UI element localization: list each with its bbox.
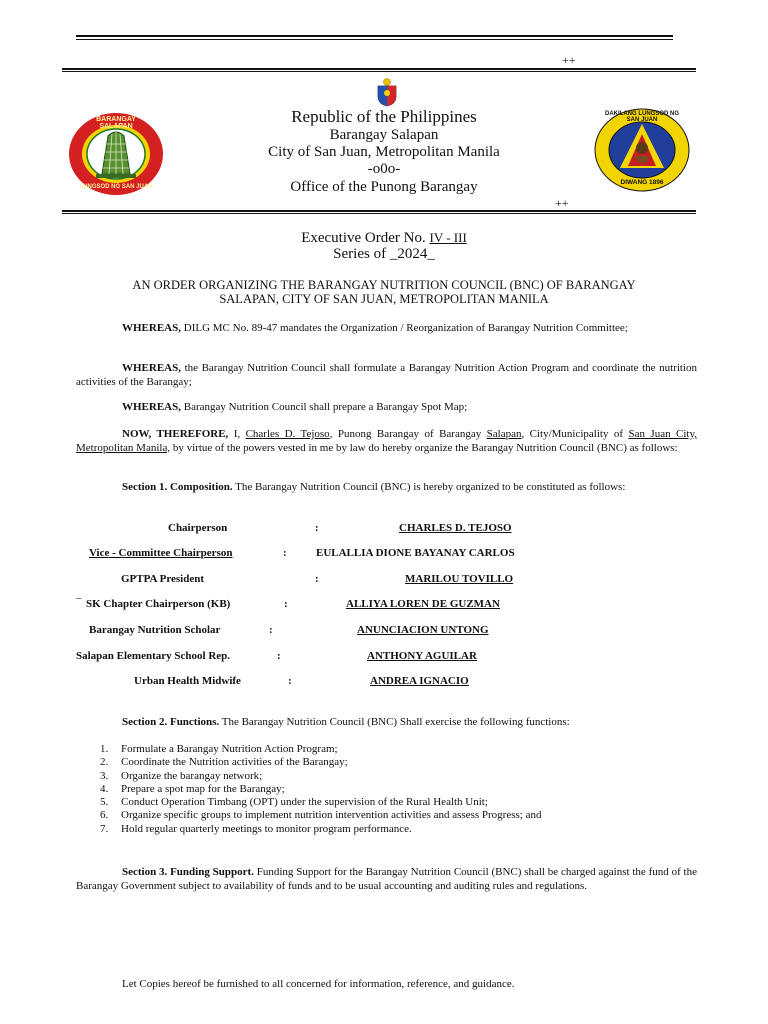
member-name: ANTHONY AGUILAR <box>367 650 477 662</box>
header-top-line-a <box>62 68 696 70</box>
member-role: SK Chapter Chairperson (KB) <box>86 598 231 610</box>
top-rule-1 <box>76 35 673 37</box>
left-seal-top-text: BARANGAY SALAPAN <box>96 116 136 130</box>
member-colon: : <box>284 598 288 610</box>
member-colon: : <box>283 547 287 559</box>
header-top-marks: ++ <box>562 53 576 67</box>
functions-list <box>100 743 541 836</box>
eo-number: IV - III <box>429 230 467 245</box>
list-item: 2. Coordinate the Nutrition activities of the Barangay; <box>100 756 348 769</box>
left-seal-bottom-text: LUNGSOD NG SAN JUAN <box>79 184 153 190</box>
executive-order-number <box>0 229 768 247</box>
san-juan-city-seal <box>594 108 690 192</box>
series-line <box>0 246 768 263</box>
right-seal-top-text: DAKILANG LUNGSOD NG SAN JUAN <box>605 111 679 123</box>
list-item: 4. Prepare a spot map for the Barangay; <box>100 782 285 795</box>
series-year: _2024_ <box>389 246 435 262</box>
now-therefore-clause: NOW, THEREFORE, I, Charles D. Tejoso, Punong Barangay of Barangay Salapan, City/Municipality of San Juan City, Metropolitan Manila, by virtue of the powers vested in me by law do hereby organize the Barangay Nutrition Council (BNC) as follows: <box>76 428 697 454</box>
city-heading: City of San Juan, Metropolitan Manila <box>268 144 500 160</box>
member-colon: : <box>315 522 319 534</box>
whereas-clause-3: WHEREAS, Barangay Nutrition Council shall prepare a Barangay Spot Map; <box>122 401 468 413</box>
header-bottom-line-a <box>62 210 696 212</box>
whereas-clause-1: WHEREAS, DILG MC No. 89-47 mandates the Organization / Reorganization of Barangay Nutrition Committee; <box>122 322 628 334</box>
member-name: EULALLIA DIONE BAYANAY CARLOS <box>316 547 515 559</box>
member-role: Chairperson <box>168 522 228 534</box>
member-name: ANDREA IGNACIO <box>370 675 469 687</box>
list-item: 7. Hold regular quarterly meetings to monitor program performance. <box>100 822 412 835</box>
section-1-composition: Section 1. Composition. The Barangay Nutrition Council (BNC) is hereby organized to be constituted as follows: <box>122 481 626 493</box>
office-heading: Office of the Punong Barangay <box>290 179 478 195</box>
series-label: Series of <box>333 246 387 262</box>
order-title-line-1: AN ORDER ORGANIZING THE BARANGAY NUTRITION COUNCIL (BNC) OF BARANGAY <box>132 278 636 292</box>
list-item: 3. Organize the barangay network; <box>100 769 263 782</box>
closing-statement: Let Copies hereof be furnished to all concerned for information, reference, and guidance. <box>122 978 515 990</box>
eo-label: Executive Order No. <box>301 230 426 246</box>
member-role: Barangay Nutrition Scholar <box>89 624 221 636</box>
list-item: 6. Organize specific groups to implement nutrition intervention activities and assess Progress; and <box>100 809 542 822</box>
header-bottom-line-b <box>62 213 696 214</box>
member-name: MARILOU TOVILLO <box>405 573 514 585</box>
section-3-funding: Section 3. Funding Support. Funding Support for the Barangay Nutrition Council (BNC) shall be charged against the fund of the Barangay Government subject to availability of funds and to be usual accounting and auditing rules and regulations. <box>76 866 697 892</box>
barangay-heading: Barangay Salapan <box>329 127 439 143</box>
order-title-line-2: SALAPAN, CITY OF SAN JUAN, METROPOLITAN MANILA <box>219 292 549 306</box>
section-2-functions: Section 2. Functions. The Barangay Nutrition Council (BNC) Shall exercise the following functions: <box>122 716 570 728</box>
republic-heading: Republic of the Philippines <box>291 107 477 126</box>
stray-underscore: _ <box>76 588 82 600</box>
header-bottom-marks: ++ <box>555 196 569 210</box>
philippine-coat-of-arms <box>374 77 400 107</box>
member-name: CHARLES D. TEJOSO <box>399 522 512 534</box>
top-rule-2 <box>76 39 673 40</box>
member-name: ANUNCIACION UNTONG <box>357 624 489 636</box>
whereas-clause-2: WHEREAS, the Barangay Nutrition Council shall formulate a Barangay Nutrition Action Program and coordinate the nutrition activities of the Barangay; <box>76 362 697 388</box>
header-divider: -o0o- <box>367 161 401 177</box>
punong-barangay-name: Charles D. Tejoso <box>245 428 330 440</box>
member-colon: : <box>269 624 273 636</box>
header-top-line-b <box>62 71 696 72</box>
member-colon: : <box>277 650 281 662</box>
member-role: Urban Health Midwife <box>134 675 241 687</box>
member-colon: : <box>315 573 319 585</box>
member-role: GPTPA President <box>121 573 205 585</box>
list-item: 1. Formulate a Barangay Nutrition Action Program; <box>100 743 338 755</box>
member-role: Salapan Elementary School Rep. <box>76 650 231 662</box>
member-role: Vice - Committee Chairperson <box>89 547 233 559</box>
list-item: 5. Conduct Operation Timbang (OPT) under the supervision of the Rural Health Unit; <box>100 796 488 809</box>
member-name: ALLIYA LOREN DE GUZMAN <box>346 598 500 610</box>
member-colon: : <box>288 675 292 687</box>
right-seal-bottom-text: DIWANG 1896 <box>620 179 664 186</box>
